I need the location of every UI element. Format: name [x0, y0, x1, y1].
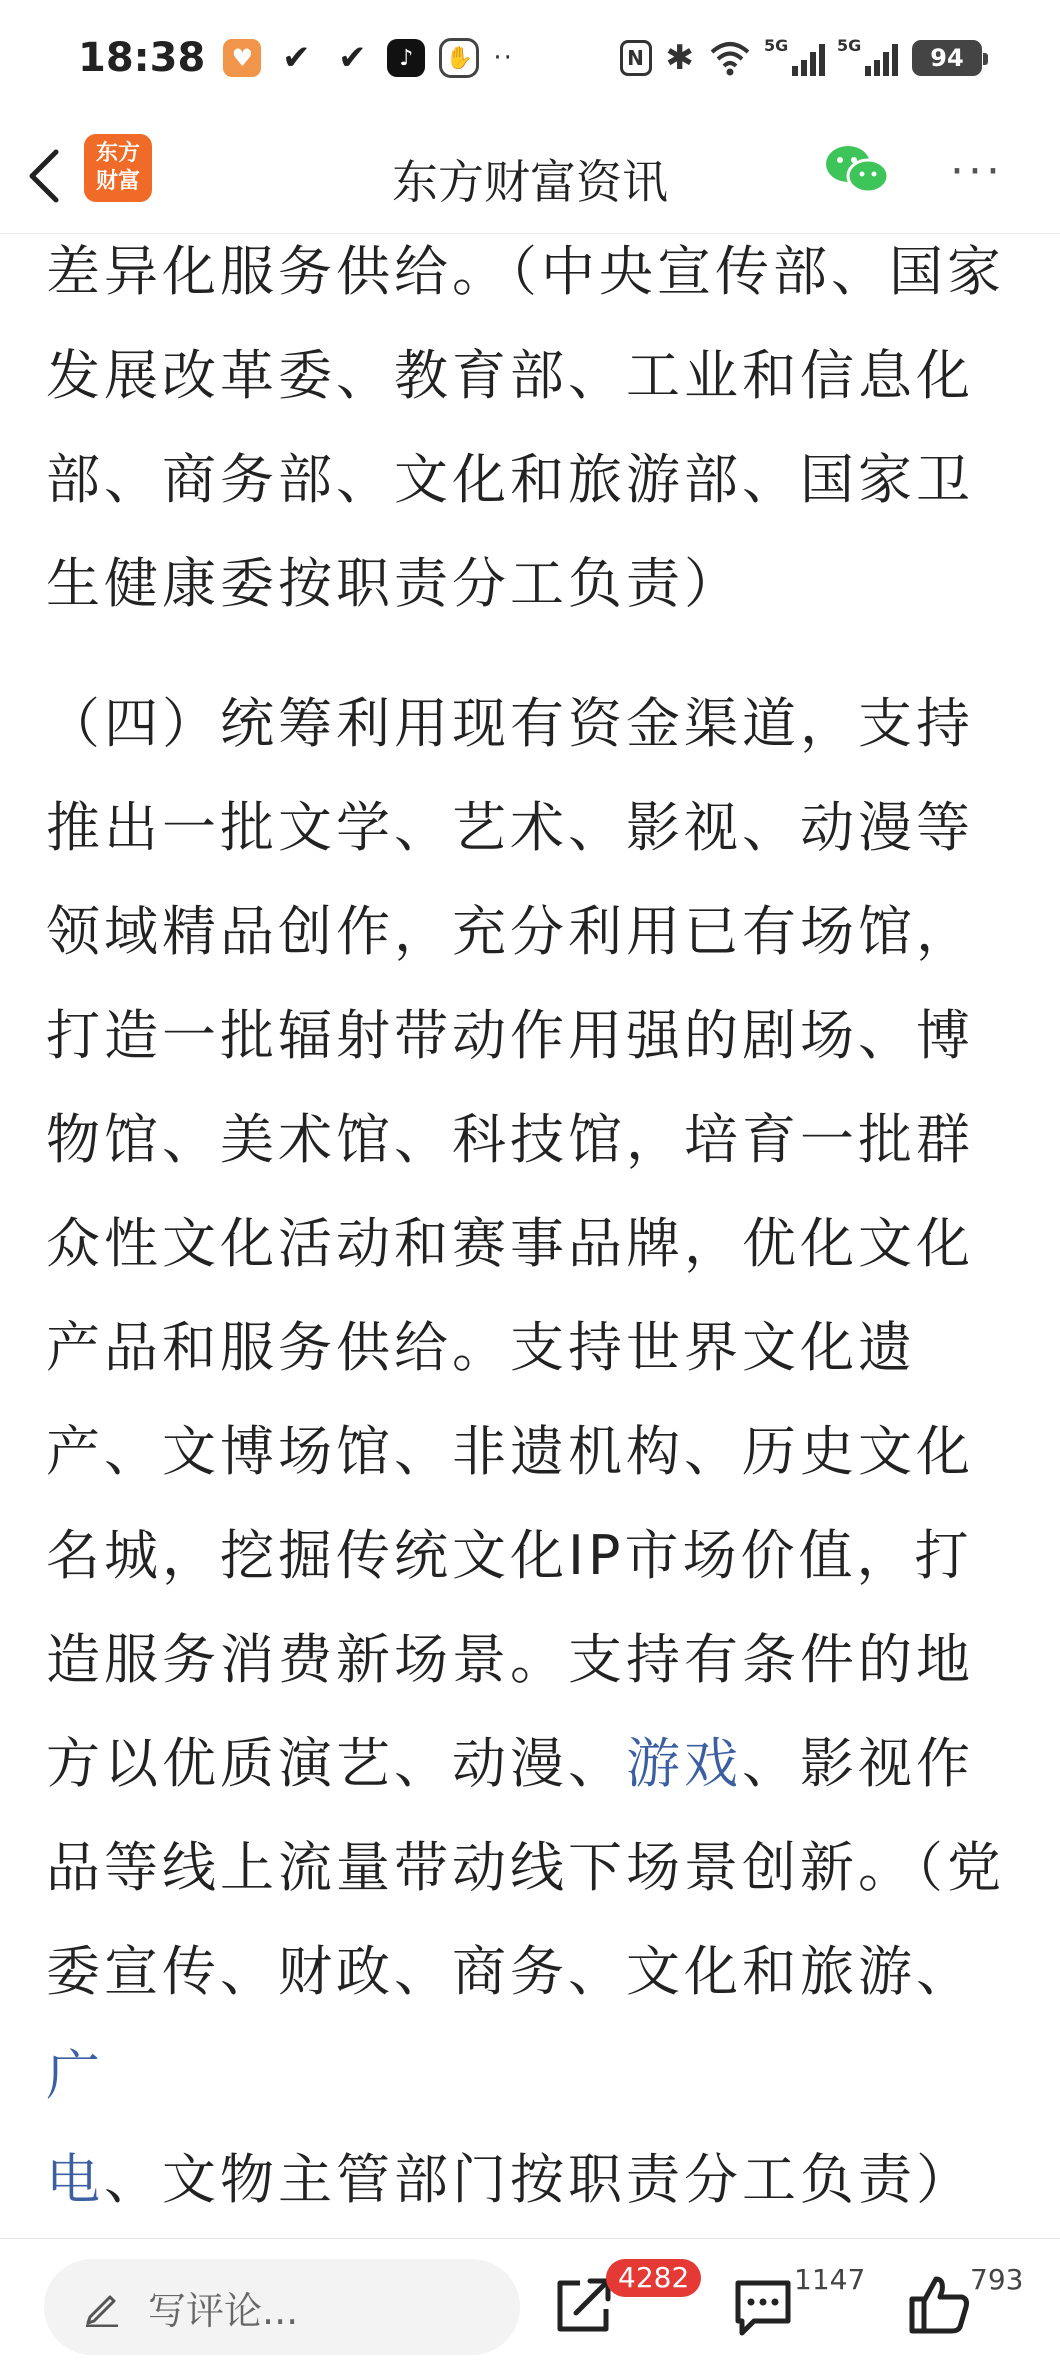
nfc-icon: N: [620, 40, 652, 76]
logo-line-1: 东方: [95, 141, 140, 166]
notification-icons: [223, 38, 514, 78]
paragraph-text: （四）统筹利用现有资金渠道，支持推出一批文学、艺术、影视、动漫等领域精品创作，充分利用已有场馆，打造一批辐射带动作用强的剧场、博物馆、美术馆、科技馆，培育一批群众性文化活动和赛事品牌，优化文化产品和服务供给。支持世界文化遗产、文博场馆、非遗机构、历史文化名城，挖掘传统文化IP市场价值，打造服务消费新场景。支持有条件的地方以优质演艺、动漫、: [46, 692, 974, 1795]
signal-label: 5G: [837, 36, 862, 55]
page-title: 东方财富资讯: [392, 155, 668, 209]
bottom-action-bar: [0, 2238, 1060, 2376]
article-content: [0, 234, 1060, 2234]
check-app-icon-2: ✔: [338, 38, 367, 78]
comment-placeholder: 写评论...: [148, 2288, 299, 2333]
comment-input[interactable]: [44, 2259, 520, 2355]
thumbs-up-icon[interactable]: [908, 2273, 970, 2335]
wifi-icon: [708, 38, 752, 78]
bluetooth-icon: ✱: [665, 38, 694, 78]
cellular-signal-icon-1: [764, 36, 825, 76]
comment-icon[interactable]: [732, 2277, 794, 2337]
hand-icon: ✋: [439, 38, 479, 78]
article-paragraph-1: 差异化服务供给。（中央宣传部、国家发展改革委、教育部、工业和信息化部、商务部、文化和旅游部、国家卫生健康委按职责分工负责）: [46, 240, 1005, 615]
status-bar: [0, 0, 1060, 116]
paragraph-text: 、影视作品等线上流量带动线下场景创新。（党委宣传、财政、商务、文化和旅游、: [46, 1732, 1005, 2003]
article-paragraph-2: [46, 672, 1014, 2232]
tiktok-icon: ♪: [387, 39, 425, 77]
battery-icon: 94: [912, 40, 982, 76]
comment-count: 1147: [794, 2263, 866, 2296]
check-app-icon: ✔: [282, 38, 311, 78]
logo-line-2: 财富: [95, 169, 140, 194]
pen-icon: [82, 2287, 122, 2327]
more-notifications-icon: ··: [493, 43, 514, 73]
wechat-share-icon[interactable]: [822, 140, 892, 200]
paragraph-text: 、文物主管部门按职责分工负责）: [104, 2148, 974, 2211]
nav-bar: [0, 116, 1060, 234]
signal-label: 5G: [764, 36, 789, 55]
cellular-signal-icon-2: [837, 36, 898, 76]
status-time: 18:38: [78, 35, 206, 81]
system-icons: [620, 38, 983, 78]
share-count-badge: 4282: [606, 2259, 701, 2297]
heart-app-icon: ♥: [223, 39, 261, 77]
more-options-icon[interactable]: ···: [950, 146, 1004, 197]
keyword-link-games[interactable]: 游戏: [626, 1732, 742, 1795]
like-count: 793: [970, 2263, 1024, 2296]
keyword-link-broadcast[interactable]: 广电: [46, 2044, 104, 2211]
